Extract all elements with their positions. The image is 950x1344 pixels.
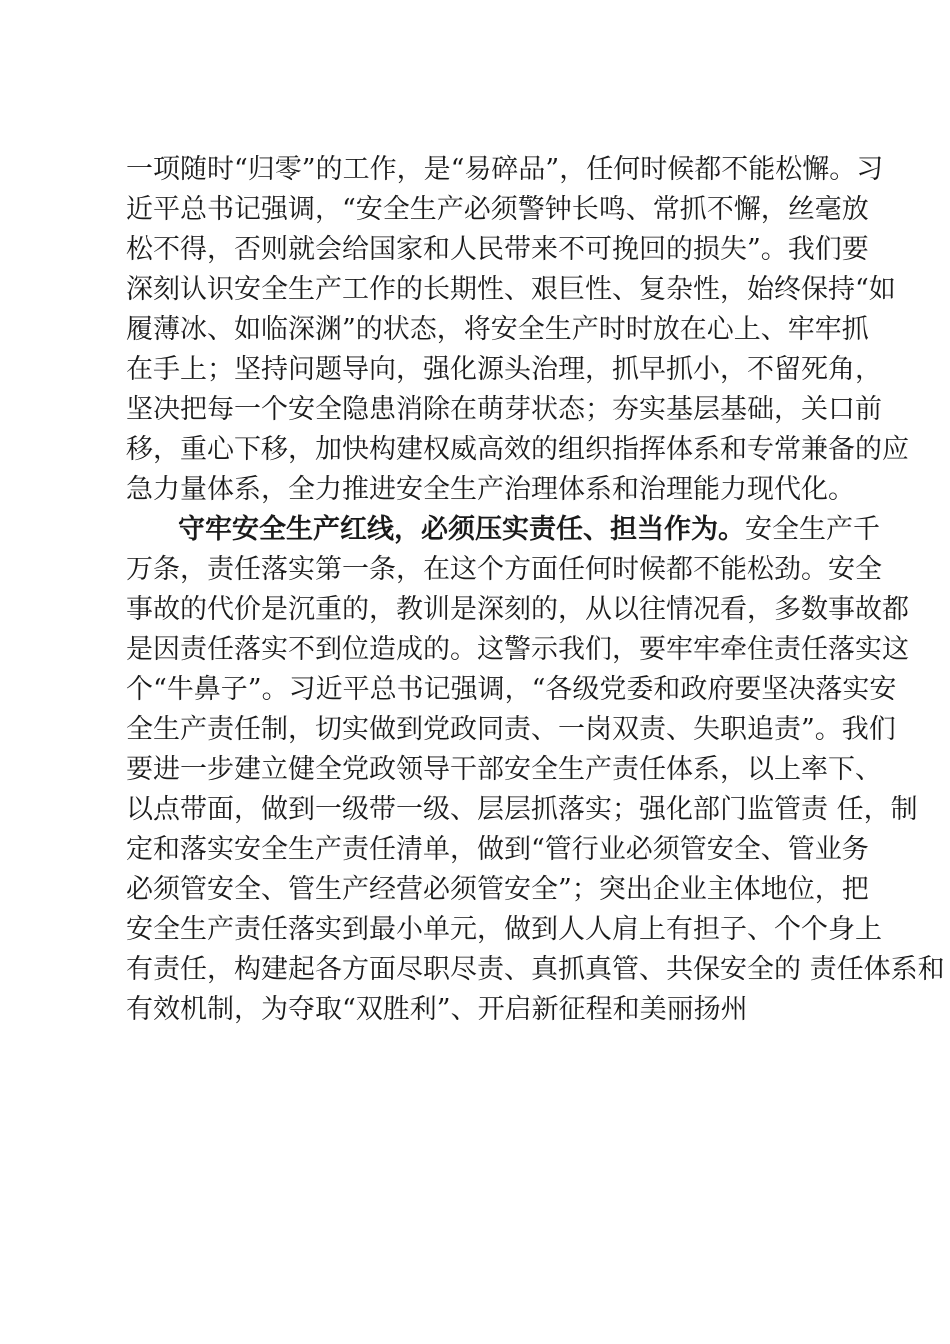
body-text — [126, 150, 945, 1030]
text-line: 必须管安全、管生产经营必须管安全”；突出企业主体地位，把 — [126, 874, 869, 905]
text-line: 全生产责任制，切实做到党政同责、一岗双责、失职追责”。我们 — [126, 714, 896, 745]
paragraph-2 — [126, 510, 945, 1030]
text-line: 是因责任落实不到位造成的。这警示我们，要牢牢牵住责任落实这 — [126, 634, 909, 665]
text-line-last: 急力量体系，全力推进安全生产治理体系和治理能力现代化。 — [126, 474, 855, 505]
text-line: 坚决把每一个安全隐患消除在萌芽状态；夯实基层基础，关口前 — [126, 394, 882, 425]
text-line: 松不得，否则就会给国家和人民带来不可挽回的损失”。我们要 — [126, 234, 869, 265]
text-line: 个“牛鼻子”。习近平总书记强调，“各级党委和政府要坚决落实安 — [126, 674, 897, 705]
text-line: 万条，责任落实第一条，在这个方面任何时候都不能松劲。安全 — [126, 554, 882, 585]
heading-continuation: 安全生产千 — [745, 514, 880, 545]
text-line: 有责任，构建起各方面尽职尽责、真抓真管、共保安全的 责任体系和 — [126, 954, 945, 985]
text-line: 一项随时“归零”的工作，是“易碎品”，任何时候都不能松懈。习 — [126, 154, 884, 185]
paragraph-heading: 守牢安全生产红线，必须压实责任、担当作为。 — [178, 514, 745, 545]
text-line: 移，重心下移，加快构建权威高效的组织指挥体系和专常兼备的应 — [126, 434, 909, 465]
paragraph-1 — [126, 150, 909, 510]
text-line: 要进一步建立健全党政领导干部安全生产责任体系，以上率下、 — [126, 754, 882, 785]
text-line: 在手上；坚持问题导向，强化源头治理，抓早抓小，不留死角， — [126, 354, 882, 385]
text-line: 履薄冰、如临深渊”的状态，将安全生产时时放在心上、牢牢抓 — [126, 314, 869, 345]
text-line: 定和落实安全生产责任清单，做到“管行业必须管安全、管业务 — [126, 834, 869, 865]
text-line: 事故的代价是沉重的，教训是深刻的，从以往情况看，多数事故都 — [126, 594, 909, 625]
text-line: 深刻认识安全生产工作的长期性、艰巨性、复杂性，始终保持“如 — [126, 274, 896, 305]
text-line-last: 有效机制，为夺取“双胜利”、开启新征程和美丽扬州 — [126, 994, 748, 1025]
text-line: 近平总书记强调，“安全生产必须警钟长鸣、常抓不懈，丝毫放 — [126, 194, 869, 225]
paragraph-first-line — [126, 510, 880, 550]
text-line: 安全生产责任落实到最小单元，做到人人肩上有担子、个个身上 — [126, 914, 882, 945]
text-line: 以点带面，做到一级带一级、层层抓落实；强化部门监管责 任，制 — [126, 794, 918, 825]
